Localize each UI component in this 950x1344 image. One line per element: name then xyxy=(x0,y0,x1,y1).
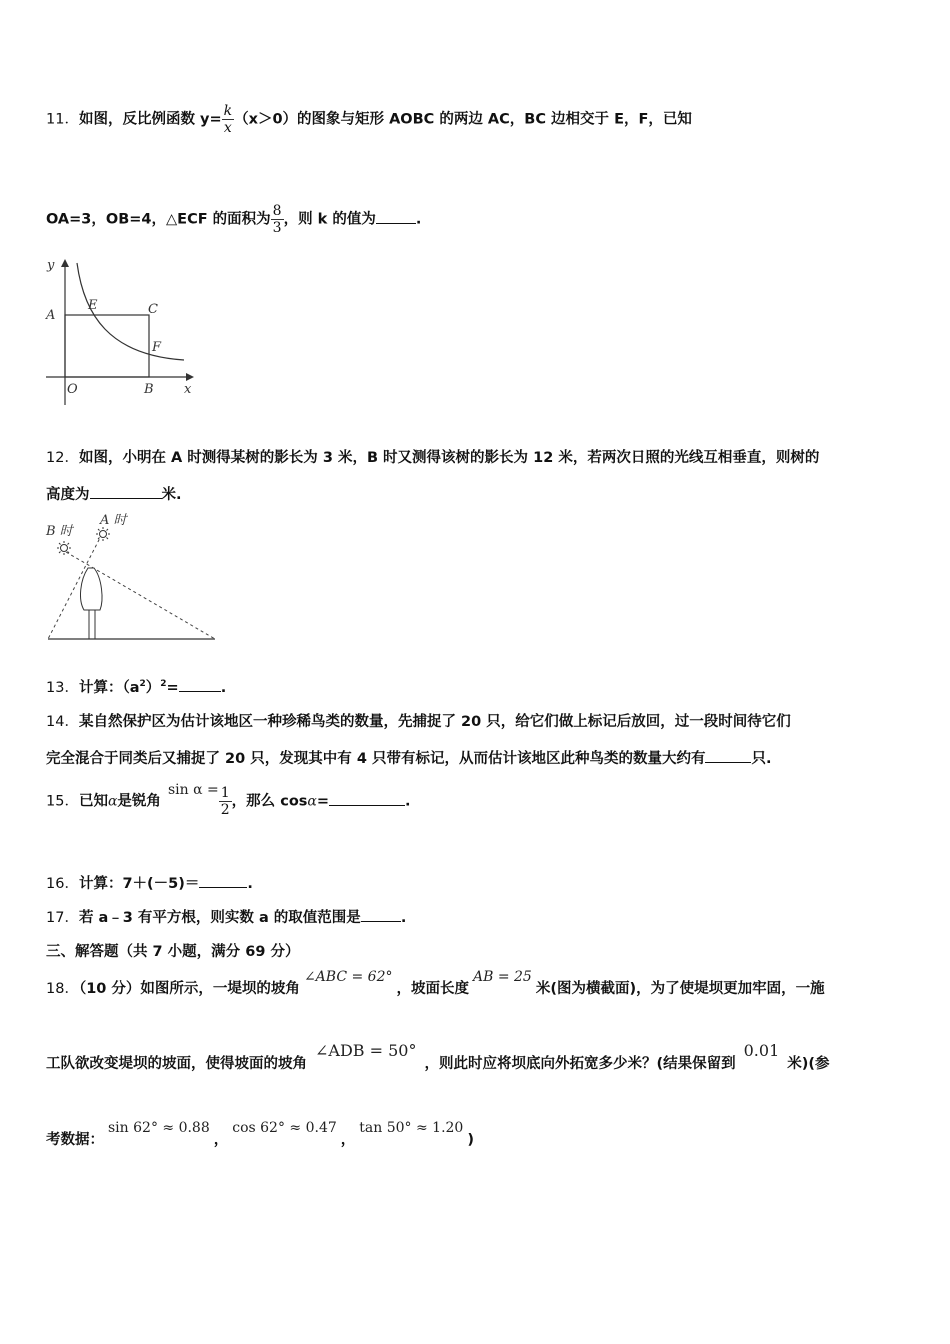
q11-rectangle-aobc xyxy=(65,315,149,377)
q13-answer-blank xyxy=(179,677,221,692)
q18-text-a: （10 分）如图所示，一堤坝的坡角 xyxy=(78,981,300,997)
q11-label-b: B xyxy=(144,382,154,397)
q13-sup: 2 xyxy=(139,679,146,690)
q15-text-b: 是锐角 xyxy=(117,793,161,810)
q13-sup2: 2 xyxy=(160,679,167,690)
q18-comma1: ， xyxy=(213,1132,229,1148)
q12-figure xyxy=(44,510,220,645)
q12-line2 xyxy=(46,483,182,504)
q12-tree-crown xyxy=(81,568,102,610)
q14-number: 14． xyxy=(46,714,79,730)
q15-text-a: 已知 xyxy=(78,793,108,810)
q11-label-y: y xyxy=(47,258,55,273)
q13-line xyxy=(46,676,226,697)
q12-number: 12． xyxy=(46,450,79,466)
q11-area-den: 3 xyxy=(272,220,282,236)
q12-line2-a: 高度为 xyxy=(46,487,90,503)
q11-text-a: 如图，反比例函数 y= xyxy=(78,111,222,128)
q15-fraction-half xyxy=(219,785,232,818)
q18-angle-adb: ∠ADB = 50° xyxy=(315,1041,417,1060)
q16-end: . xyxy=(247,876,253,892)
q14-line2-b: 只. xyxy=(751,751,772,767)
q15-text-c: ，那么 cos xyxy=(231,793,308,810)
q12-label-a-time: A 时 xyxy=(100,513,127,528)
q18-line3-a: 考数据： xyxy=(46,1132,104,1148)
q18-line2 xyxy=(46,1041,830,1073)
q16-number: 16． xyxy=(46,876,79,892)
q17-answer-blank xyxy=(361,907,401,922)
q13-number: 13． xyxy=(46,680,79,696)
q11-answer-blank xyxy=(376,209,416,224)
q15-number: 15． xyxy=(46,793,79,810)
q13-end: . xyxy=(220,680,227,696)
q15-alpha2: α xyxy=(307,793,317,810)
q18-precision: 0.01 xyxy=(743,1041,780,1060)
q13-text-b: ） xyxy=(145,680,161,696)
q16-text: 计算：7＋(－5)＝ xyxy=(78,876,200,892)
q18-text-b: ，坡面长度 xyxy=(396,981,469,997)
q11-line2-b: ，则 k 的值为 xyxy=(283,211,376,228)
q12-sun-b-icon xyxy=(57,541,71,555)
q11-line2 xyxy=(46,203,421,236)
q11-number: 11． xyxy=(46,111,79,128)
q13-text-a: 计算：（a xyxy=(78,680,140,696)
q11-label-e: E xyxy=(88,298,98,313)
q11-line2-end: . xyxy=(415,211,422,228)
section3-text: 三、解答题（共 7 小题，满分 69 分） xyxy=(46,944,300,960)
q15-line xyxy=(46,781,411,818)
q18-comma2: ， xyxy=(340,1132,356,1148)
q18-text-c: 米(图为横截面)，为了使堤坝更加牢固，一施 xyxy=(535,981,825,997)
section3-heading xyxy=(46,940,299,961)
q14-text: 某自然保护区为估计该地区一种珍稀鸟类的数量，先捕捉了 20 只，给它们做上标记后放回，过一段时间待它们 xyxy=(78,714,791,730)
q11-line2-a: OA=3，OB=4，△ECF 的面积为 xyxy=(46,211,271,228)
q14-line2 xyxy=(46,747,771,768)
q16-answer-blank xyxy=(199,873,247,888)
q15-frac-den: 2 xyxy=(220,802,230,818)
q15-answer-blank xyxy=(329,791,405,806)
q15-alpha: α xyxy=(107,793,118,810)
q12-text: 如图，小明在 A 时测得某树的影长为 3 米，B 时又测得该树的影长为 12 米，若两次日照的光线互相垂直，则树的 xyxy=(78,450,820,466)
q12-answer-blank xyxy=(90,484,162,499)
q11-area-num: 8 xyxy=(272,203,282,219)
q11-label-o: O xyxy=(67,382,78,397)
q17-text: 若 a﹣3 有平方根，则实数 a 的取值范围是 xyxy=(78,910,361,926)
q11-y-arrow xyxy=(61,259,69,267)
q15-text-d: = xyxy=(316,793,330,810)
q12-sun-a-icon xyxy=(96,527,110,541)
q11-label-f: F xyxy=(152,340,162,355)
q11-label-a: A xyxy=(46,308,56,323)
q18-line2-b: ，则此时应将坝底向外拓宽多少米？(结果保留到 xyxy=(424,1056,736,1072)
q15-sin-label: sin α = xyxy=(167,781,219,798)
q13-text-c: = xyxy=(166,680,179,696)
q18-ab-length: AB = 25 xyxy=(472,969,532,985)
q11-fraction-k-over-x xyxy=(222,103,234,136)
q16-line xyxy=(46,872,253,893)
q11-figure xyxy=(44,255,199,408)
q18-ref-tan50: tan 50° ≈ 1.20 xyxy=(359,1120,464,1136)
q18-line2-c: 米)(参 xyxy=(787,1056,830,1072)
q17-line xyxy=(46,906,406,927)
q14-answer-blank xyxy=(705,748,751,763)
q18-line3-end: ) xyxy=(467,1132,474,1148)
q18-line3 xyxy=(46,1120,474,1149)
q11-label-c: C xyxy=(148,302,158,317)
q11-line1 xyxy=(46,103,692,136)
q11-frac-num: k xyxy=(223,103,233,119)
q15-end: . xyxy=(405,793,411,810)
q18-ref-sin62: sin 62° ≈ 0.88 xyxy=(108,1120,210,1136)
q18-line1 xyxy=(46,969,825,998)
q14-line2-a: 完全混合于同类后又捕捉了 20 只，发现其中有 4 只带有标记，从而估计该地区此种鸟类的数量大约有 xyxy=(46,751,706,767)
q15-frac-num: 1 xyxy=(220,785,230,801)
q11-x-arrow xyxy=(186,373,194,381)
q11-frac-den: x xyxy=(222,119,234,136)
q18-line2-a: 工队欲改变堤坝的坡面，使得坡面的坡角 xyxy=(46,1056,307,1072)
q12-line2-b: 米. xyxy=(161,487,182,503)
q18-ref-cos62: cos 62° ≈ 0.47 xyxy=(232,1120,337,1136)
q12-line1 xyxy=(46,446,819,467)
q17-end: . xyxy=(400,910,407,926)
q18-angle-abc: ∠ABC = 62° xyxy=(303,969,393,985)
q17-number: 17． xyxy=(46,910,79,926)
q14-line1 xyxy=(46,710,791,731)
q11-label-x: x xyxy=(184,382,192,397)
q18-number: 18． xyxy=(46,981,79,997)
q11-area-fraction xyxy=(271,203,284,236)
q11-text-b: （x＞0）的图象与矩形 AOBC 的两边 AC，BC 边相交于 E，F，已知 xyxy=(234,111,692,128)
q12-label-b-time: B 时 xyxy=(46,524,73,539)
